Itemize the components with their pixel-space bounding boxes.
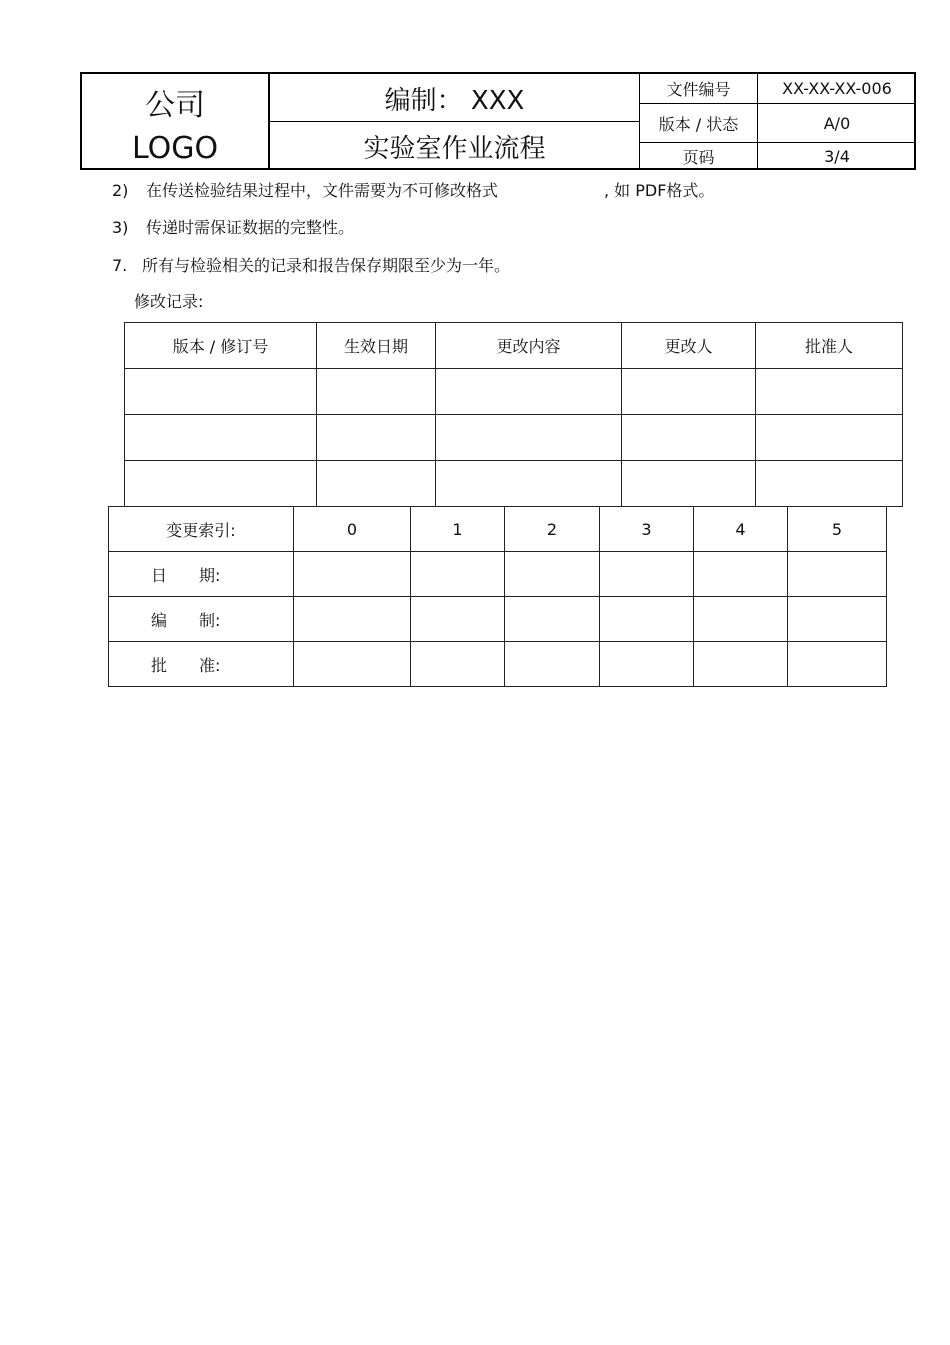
table-cell bbox=[788, 597, 887, 642]
table-row bbox=[125, 461, 903, 507]
table-cell bbox=[505, 642, 600, 687]
company-logo-text: LOGO bbox=[131, 130, 219, 166]
change-index-number: 4 bbox=[694, 507, 788, 552]
row-label-prepared: 编 制: bbox=[109, 597, 294, 642]
table-row bbox=[109, 552, 887, 597]
column-header: 更改人 bbox=[622, 323, 756, 369]
table-row bbox=[125, 369, 903, 415]
header-divider bbox=[270, 121, 640, 122]
document-title: 实验室作业流程 bbox=[363, 133, 546, 164]
table-cell bbox=[411, 552, 505, 597]
change-index-label: 变更索引: bbox=[109, 507, 294, 552]
page-number-label: 页码 bbox=[682, 148, 715, 167]
table-header-row bbox=[125, 323, 903, 369]
table-cell bbox=[600, 552, 694, 597]
list-item-number: 2) bbox=[112, 181, 129, 200]
column-header: 版本 / 修订号 bbox=[125, 323, 317, 369]
table-cell bbox=[756, 461, 903, 507]
table-cell bbox=[317, 369, 436, 415]
change-index-table bbox=[108, 506, 887, 687]
column-header: 生效日期 bbox=[317, 323, 436, 369]
table-cell bbox=[505, 552, 600, 597]
row-label-date: 日 期: bbox=[109, 552, 294, 597]
table-cell bbox=[622, 415, 756, 461]
revision-table bbox=[124, 322, 903, 507]
list-item-text: 传递时需保证数据的完整性。 bbox=[146, 218, 355, 237]
table-cell bbox=[436, 415, 622, 461]
table-cell bbox=[694, 642, 788, 687]
company-logo-text: 公司 bbox=[145, 88, 205, 123]
list-item-text: , 如 PDF格式。 bbox=[604, 181, 715, 200]
list-item-number: 7. bbox=[112, 256, 128, 275]
table-cell bbox=[694, 597, 788, 642]
list-item-number: 3) bbox=[112, 218, 129, 237]
table-cell bbox=[294, 642, 411, 687]
doc-number-value: XX-XX-XX-006 bbox=[782, 79, 892, 98]
table-cell bbox=[622, 369, 756, 415]
table-cell bbox=[600, 597, 694, 642]
table-cell bbox=[125, 415, 317, 461]
table-row bbox=[109, 597, 887, 642]
revision-record-label: 修改记录: bbox=[134, 292, 204, 311]
list-item-text: 所有与检验相关的记录和报告保存期限至少为一年。 bbox=[142, 256, 511, 275]
table-cell bbox=[317, 461, 436, 507]
table-cell bbox=[125, 461, 317, 507]
page-number-value: 3/4 bbox=[824, 147, 850, 166]
table-row bbox=[109, 642, 887, 687]
table-cell bbox=[436, 369, 622, 415]
table-cell bbox=[694, 552, 788, 597]
table-cell bbox=[622, 461, 756, 507]
table-cell bbox=[125, 369, 317, 415]
row-label-approved: 批 准: bbox=[109, 642, 294, 687]
change-index-number: 3 bbox=[600, 507, 694, 552]
version-status-label: 版本 / 状态 bbox=[658, 114, 739, 134]
table-row bbox=[125, 415, 903, 461]
table-cell bbox=[788, 642, 887, 687]
change-index-number: 2 bbox=[505, 507, 600, 552]
table-cell bbox=[788, 552, 887, 597]
change-index-number: 5 bbox=[788, 507, 887, 552]
list-item-text: 在传送检验结果过程中，文件需要为不可修改格式 bbox=[146, 181, 499, 200]
prepared-by: 编制： XXX bbox=[384, 85, 525, 116]
table-cell bbox=[756, 415, 903, 461]
table-header-row bbox=[109, 507, 887, 552]
document-header bbox=[80, 72, 916, 170]
table-cell bbox=[411, 642, 505, 687]
column-header: 批准人 bbox=[756, 323, 903, 369]
version-status-value: A/0 bbox=[823, 113, 851, 133]
change-index-number: 0 bbox=[294, 507, 411, 552]
table-cell bbox=[294, 597, 411, 642]
column-header: 更改内容 bbox=[436, 323, 622, 369]
table-cell bbox=[600, 642, 694, 687]
table-cell bbox=[436, 461, 622, 507]
doc-number-label: 文件编号 bbox=[666, 80, 731, 99]
table-cell bbox=[505, 597, 600, 642]
change-index-number: 1 bbox=[411, 507, 505, 552]
table-cell bbox=[411, 597, 505, 642]
table-cell bbox=[756, 369, 903, 415]
table-cell bbox=[317, 415, 436, 461]
table-cell bbox=[294, 552, 411, 597]
